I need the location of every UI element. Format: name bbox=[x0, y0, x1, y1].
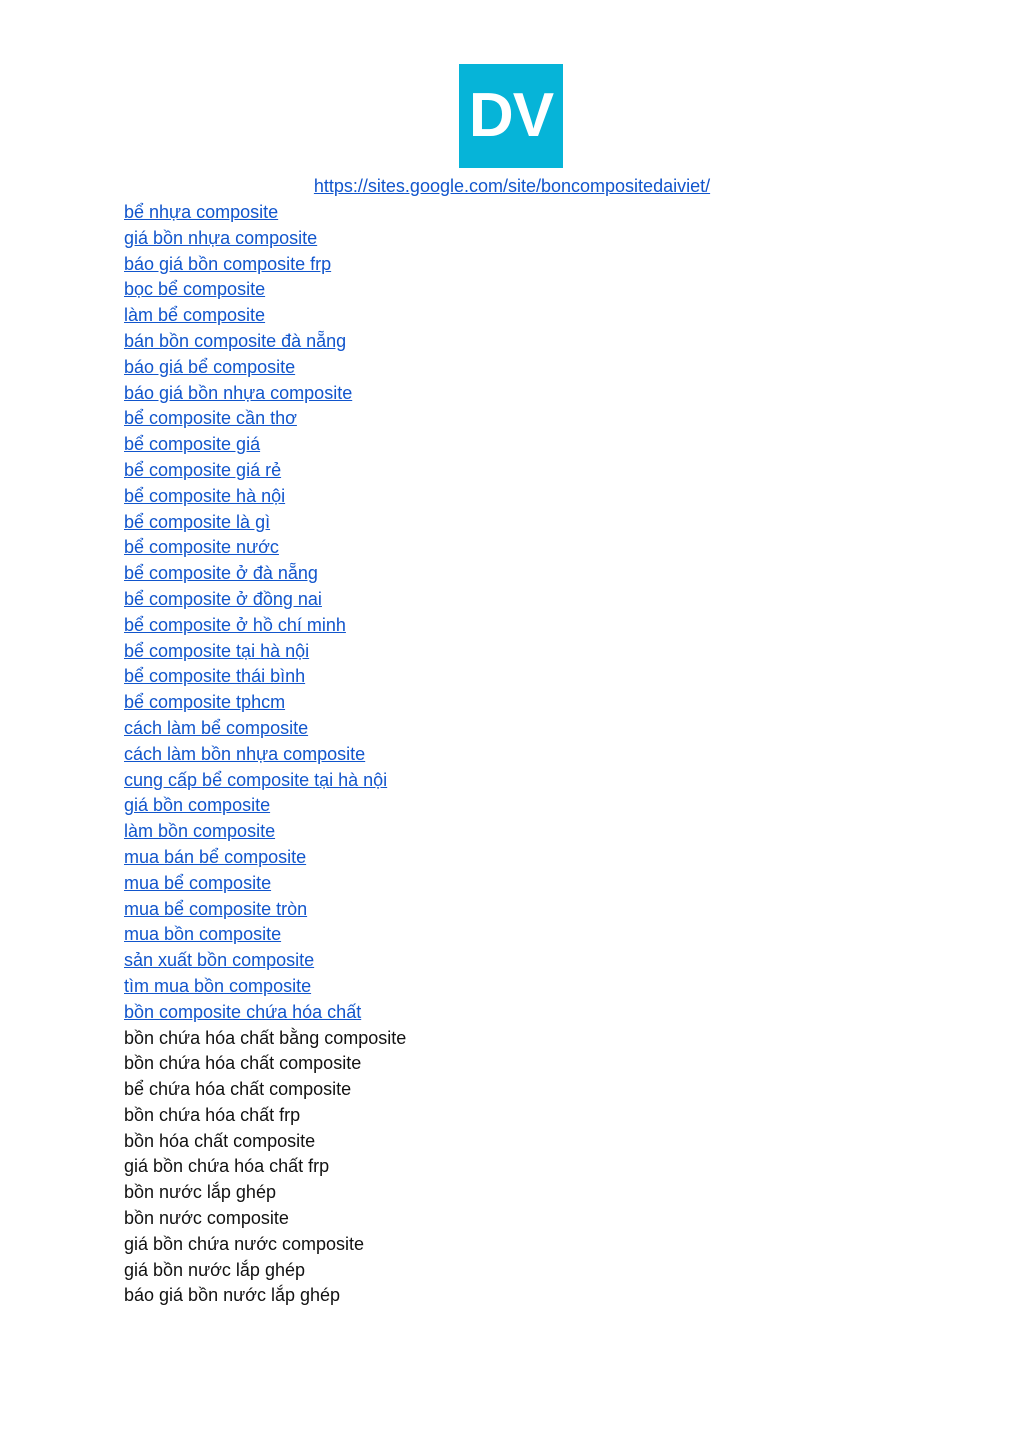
link-row bbox=[124, 768, 924, 794]
keyword-link[interactable]: cách làm bể composite bbox=[124, 717, 309, 738]
link-row bbox=[124, 277, 924, 303]
keyword-link[interactable]: bể nhựa composite bbox=[124, 202, 279, 222]
link-row bbox=[124, 897, 924, 923]
keyword-link[interactable]: mua bồn composite bbox=[124, 924, 282, 945]
link-row bbox=[124, 690, 924, 716]
link-row bbox=[124, 226, 924, 252]
plain-text-list bbox=[124, 1026, 924, 1310]
text-row bbox=[124, 1206, 924, 1232]
link-row bbox=[124, 303, 924, 329]
keyword-link[interactable]: bể composite giá rẻ bbox=[124, 459, 282, 480]
keyword-link[interactable]: cách làm bồn nhựa composite bbox=[124, 743, 366, 764]
text-row bbox=[124, 1283, 924, 1309]
keyword-link[interactable]: báo giá bể composite bbox=[124, 356, 296, 377]
text-row bbox=[124, 1026, 924, 1052]
text-row bbox=[124, 1129, 924, 1155]
keyword-link[interactable]: bể composite nước bbox=[124, 537, 279, 558]
keyword-link[interactable]: giá bồn nhựa composite bbox=[124, 227, 318, 248]
keyword-link[interactable]: bể composite ở đồng nai bbox=[124, 588, 322, 609]
text-row bbox=[124, 1051, 924, 1077]
keyword-link[interactable]: bể composite ở đà nẵng bbox=[124, 563, 318, 584]
link-row bbox=[124, 355, 924, 381]
keyword-link[interactable]: bể composite cần thơ bbox=[124, 408, 297, 429]
text-row bbox=[124, 1180, 924, 1206]
keyword-text: bể chứa hóa chất composite bbox=[124, 1079, 352, 1100]
link-row bbox=[124, 819, 924, 845]
keyword-link[interactable]: bể composite tphcm bbox=[124, 692, 286, 713]
link-row bbox=[124, 793, 924, 819]
keyword-link[interactable]: tìm mua bồn composite bbox=[124, 975, 312, 996]
link-row bbox=[124, 639, 924, 665]
keyword-text: bồn nước lắp ghép bbox=[124, 1182, 276, 1203]
keyword-link[interactable]: bọc bể composite bbox=[124, 279, 266, 300]
link-row bbox=[124, 613, 924, 639]
keyword-link[interactable]: bể composite ở hồ chí minh bbox=[124, 614, 346, 635]
link-row bbox=[124, 252, 924, 278]
keyword-link[interactable]: làm bồn composite bbox=[124, 821, 276, 842]
link-row bbox=[124, 1000, 924, 1026]
dv-logo bbox=[459, 64, 563, 168]
link-row bbox=[124, 664, 924, 690]
link-row bbox=[124, 458, 924, 484]
text-row bbox=[124, 1077, 924, 1103]
keyword-link[interactable]: cung cấp bể composite tại hà nội bbox=[124, 769, 388, 790]
keyword-link[interactable]: mua bể composite bbox=[124, 872, 272, 893]
link-row bbox=[124, 561, 924, 587]
link-list bbox=[124, 200, 924, 1026]
keyword-text: bồn chứa hóa chất composite bbox=[124, 1053, 362, 1074]
keyword-link[interactable]: bể composite thái bình bbox=[124, 666, 306, 687]
keyword-text: giá bồn chứa hóa chất frp bbox=[124, 1156, 330, 1177]
link-row bbox=[124, 329, 924, 355]
keyword-link[interactable]: báo giá bồn nhựa composite bbox=[124, 382, 353, 403]
keyword-link[interactable]: bể composite tại hà nội bbox=[124, 640, 310, 661]
keyword-list bbox=[124, 200, 924, 1309]
link-row bbox=[124, 974, 924, 1000]
link-row bbox=[124, 922, 924, 948]
keyword-link[interactable]: mua bể composite tròn bbox=[124, 898, 308, 919]
text-row bbox=[124, 1258, 924, 1284]
link-row bbox=[124, 535, 924, 561]
keyword-text: báo giá bồn nước lắp ghép bbox=[124, 1285, 341, 1306]
keyword-link[interactable]: giá bồn composite bbox=[124, 795, 271, 816]
link-row bbox=[124, 484, 924, 510]
keyword-link[interactable]: báo giá bồn composite frp bbox=[124, 253, 332, 274]
keyword-text: bồn hóa chất composite bbox=[124, 1130, 316, 1151]
keyword-link[interactable]: sản xuất bồn composite bbox=[124, 950, 315, 971]
keyword-text: bồn chứa hóa chất frp bbox=[124, 1104, 301, 1125]
keyword-link[interactable]: bể composite hà nội bbox=[124, 485, 286, 506]
keyword-link[interactable]: bể composite là gì bbox=[124, 511, 271, 532]
link-row bbox=[124, 432, 924, 458]
keyword-link[interactable]: bồn composite chứa hóa chất bbox=[124, 1001, 362, 1022]
link-row bbox=[124, 587, 924, 613]
keyword-text: giá bồn nước lắp ghép bbox=[124, 1259, 305, 1280]
link-row bbox=[124, 871, 924, 897]
keyword-text: giá bồn chứa nước composite bbox=[124, 1233, 365, 1254]
keyword-link[interactable]: mua bán bể composite bbox=[124, 846, 307, 867]
link-row bbox=[124, 845, 924, 871]
link-row bbox=[124, 742, 924, 768]
link-row bbox=[124, 948, 924, 974]
link-row bbox=[124, 716, 924, 742]
link-row bbox=[124, 510, 924, 536]
text-row bbox=[124, 1103, 924, 1129]
text-row bbox=[124, 1154, 924, 1180]
link-row bbox=[124, 200, 924, 226]
keyword-link[interactable]: bể composite giá bbox=[124, 434, 261, 455]
link-row bbox=[124, 381, 924, 407]
keyword-link[interactable]: bán bồn composite đà nẵng bbox=[124, 330, 347, 351]
keyword-text: bồn chứa hóa chất bằng composite bbox=[124, 1027, 407, 1048]
keyword-text: bồn nước composite bbox=[124, 1208, 289, 1229]
text-row bbox=[124, 1232, 924, 1258]
logo-text: DV bbox=[468, 81, 554, 150]
keyword-link[interactable]: làm bể composite bbox=[124, 305, 266, 326]
site-url-link[interactable]: https://sites.google.com/site/boncompositedaiviet/ bbox=[313, 176, 711, 196]
link-row bbox=[124, 406, 924, 432]
